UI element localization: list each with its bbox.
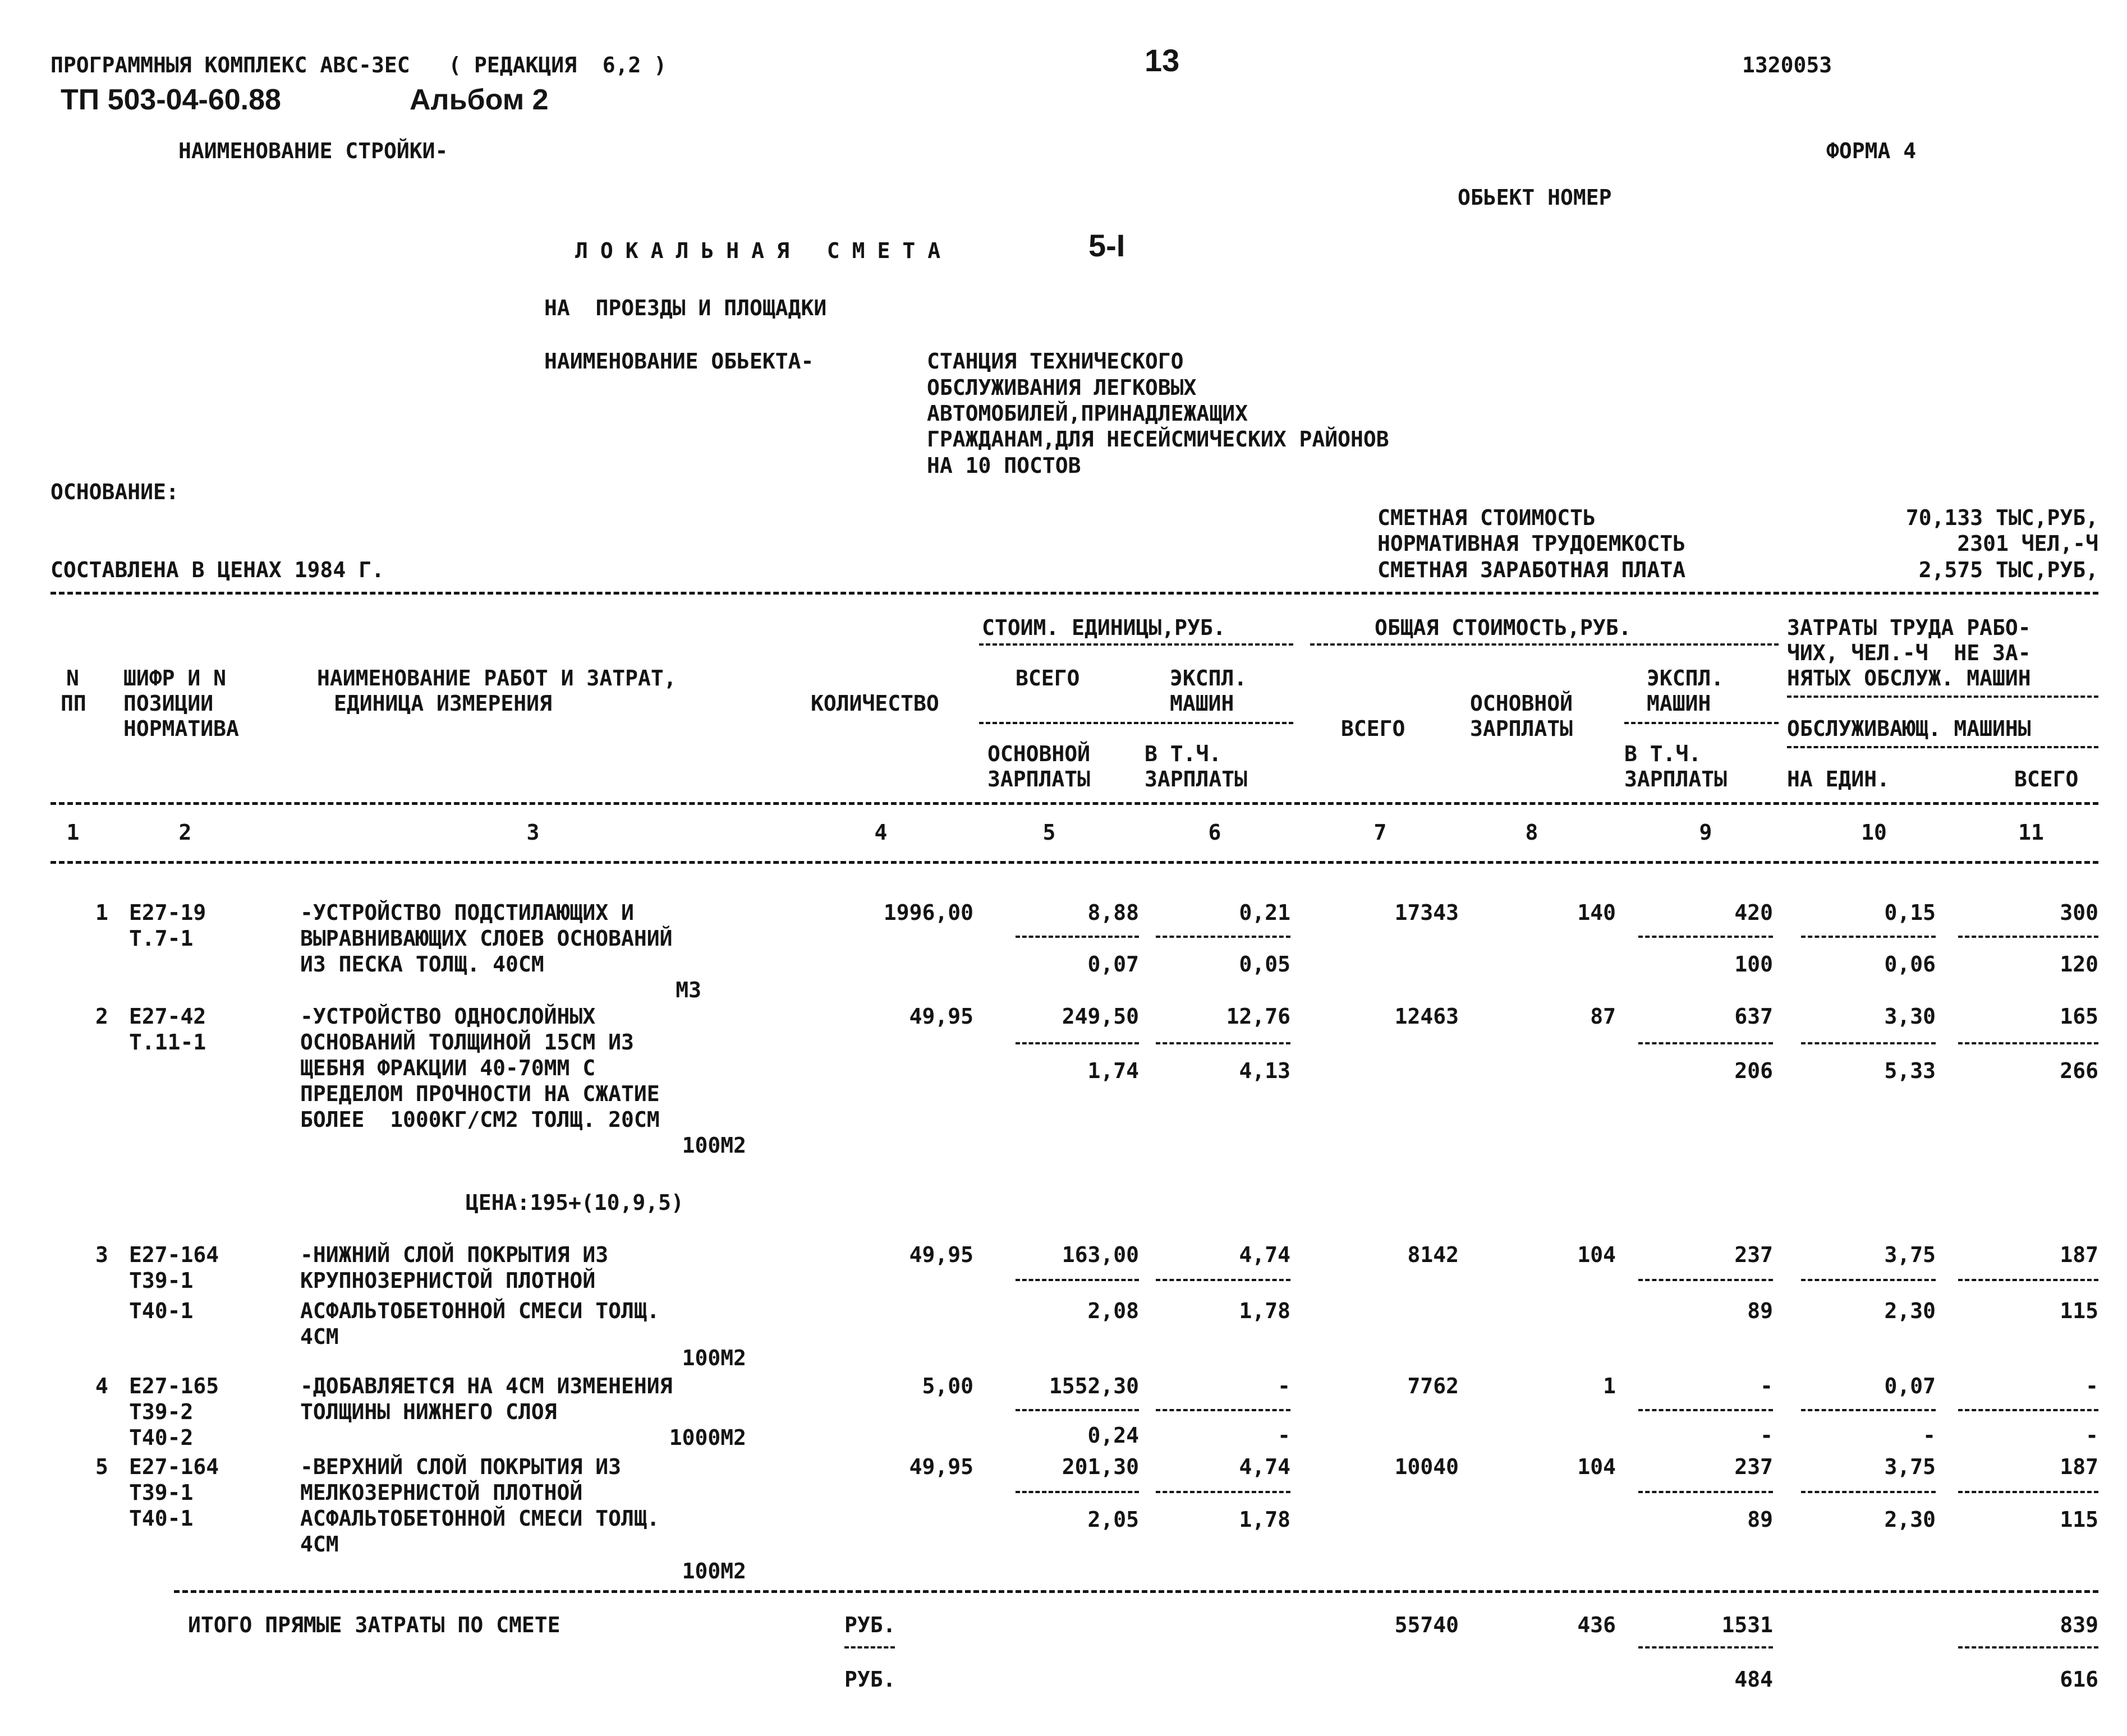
unit-wage: 0,07 — [1087, 952, 1139, 977]
cell-rule — [1638, 1646, 1773, 1648]
header-rule — [1624, 722, 1779, 724]
object-number-label: ОБЬЕКТ НОМЕР — [1458, 185, 1612, 210]
object-name-line: СТАНЦИЯ ТЕХНИЧЕСКОГО — [927, 349, 1184, 374]
labor-total: 187 — [2060, 1454, 2098, 1479]
total-machines: 637 — [1734, 1004, 1773, 1029]
total-labor-sum: 839 — [2060, 1613, 2098, 1637]
row-number: 1 — [95, 900, 108, 925]
unit-wage-header: ОСНОВНОЙ — [987, 742, 1091, 766]
norm-code: Е27-164 — [129, 1242, 219, 1267]
prices-basis: СОСТАВЛЕНА В ЦЕНАХ 1984 Г. — [50, 558, 384, 582]
work-name: -ДОБАВЛЯЕТСЯ НА 4СМ ИЗМЕНЕНИЯ — [300, 1374, 673, 1398]
work-name: ВЫРАВНИВАЮЩИХ СЛОЕВ ОСНОВАНИЙ — [300, 926, 673, 951]
col-code-header: ШИФР И N — [123, 666, 227, 690]
total-machines: - — [1760, 1374, 1773, 1398]
unit-wage: 0,24 — [1087, 1423, 1139, 1448]
quantity: 5,00 — [922, 1374, 973, 1398]
work-name: -НИЖНИЙ СЛОЙ ПОКРЫТИЯ ИЗ — [300, 1242, 609, 1267]
norm-code: Т.11-1 — [129, 1030, 206, 1055]
unit-cost-machines: - — [1278, 1374, 1290, 1398]
norm-code: Т40-1 — [129, 1506, 194, 1531]
labor-service-total: 120 — [2060, 952, 2098, 977]
row-number: 3 — [95, 1242, 108, 1267]
total-all-header: ВСЕГО — [1341, 716, 1405, 741]
total-wage-header: ЗАРПЛАТЫ — [1470, 716, 1573, 741]
object-name-line: НА 10 ПОСТОВ — [927, 453, 1081, 478]
unit-of-measure: 100М2 — [682, 1133, 746, 1158]
unit-cost-total: 249,50 — [1062, 1004, 1139, 1029]
norm-code: Е27-19 — [129, 900, 206, 925]
object-name-line: АВТОМОБИЛЕЙ,ПРИНАДЛЕЖАЩИХ — [927, 401, 1248, 426]
cell-rule — [1958, 1491, 2098, 1493]
total-machines-wage: - — [1760, 1423, 1773, 1448]
quantity: 49,95 — [909, 1454, 973, 1479]
labor-service-total: 266 — [2060, 1058, 2098, 1083]
total-cost: 10040 — [1394, 1454, 1459, 1479]
unit-machines-wage: 1,78 — [1239, 1298, 1290, 1323]
row-number: 5 — [95, 1454, 108, 1479]
cell-rule — [1016, 1409, 1139, 1411]
unit-incl-header: ЗАРПЛАТЫ — [1145, 767, 1248, 791]
album-label: Альбом 2 — [410, 84, 549, 116]
total-machines-wage: 89 — [1747, 1507, 1773, 1532]
labor-total-header: ВСЕГО — [2014, 767, 2079, 791]
total-cost: 12463 — [1394, 1004, 1459, 1029]
work-name: АСФАЛЬТОБЕТОННОЙ СМЕСИ ТОЛЩ. — [300, 1298, 660, 1323]
col-code-header: ПОЗИЦИИ — [123, 691, 214, 716]
work-name: ТОЛЩИНЫ НИЖНЕГО СЛОЯ — [300, 1399, 557, 1424]
norm-code: Т39-1 — [129, 1480, 194, 1505]
col-number: 2 — [178, 820, 192, 845]
work-name: -ВЕРХНИЙ СЛОЙ ПОКРЫТИЯ ИЗ — [300, 1454, 621, 1479]
total-wage: 104 — [1577, 1242, 1616, 1267]
unit-machines-wage: - — [1278, 1423, 1290, 1448]
total-machines-wage: 100 — [1734, 952, 1773, 977]
summary-value: 2,575 ТЫС,РУБ, — [1918, 558, 2098, 582]
work-name: БОЛЕЕ 1000КГ/СМ2 ТОЛЩ. 20СМ — [300, 1107, 660, 1132]
col-number: 6 — [1208, 820, 1221, 845]
total-wage-sum: 436 — [1577, 1613, 1616, 1637]
norm-code: Е27-165 — [129, 1374, 219, 1398]
work-name: АСФАЛЬТОБЕТОННОЙ СМЕСИ ТОЛЩ. — [300, 1506, 660, 1531]
total-wage: 1 — [1603, 1374, 1616, 1398]
price-note: ЦЕНА:195+(10,9,5) — [466, 1190, 684, 1215]
total-machines: 420 — [1734, 900, 1773, 925]
header-bottom-rule — [50, 802, 2098, 805]
cell-rule — [1156, 936, 1290, 938]
norm-code: Т40-2 — [129, 1425, 194, 1450]
cell-rule — [1801, 936, 1936, 938]
labor-per-unit: 0,07 — [1884, 1374, 1936, 1398]
form-label: ФОРМА 4 — [1826, 139, 1917, 163]
work-name: 4СМ — [300, 1532, 339, 1557]
unit-mach-header: ЭКСПЛ. — [1170, 666, 1247, 690]
total-machines-wage-sum: 484 — [1734, 1667, 1773, 1692]
cell-rule — [1958, 1409, 2098, 1411]
total-incl-header: ЗАРПЛАТЫ — [1624, 767, 1728, 791]
unit-of-measure: М3 — [676, 978, 701, 1002]
unit-machines-wage: 0,05 — [1239, 952, 1290, 977]
col-name-header: НАИМЕНОВАНИЕ РАБОТ И ЗАТРАТ, — [317, 666, 677, 690]
work-name: -УСТРОЙСТВО ПОДСТИЛАЮЩИХ И — [300, 900, 634, 925]
unit-cost-machines: 0,21 — [1239, 900, 1290, 925]
unit-of-measure: 100М2 — [682, 1346, 746, 1370]
col-name-header: ЕДИНИЦА ИЗМЕРЕНИЯ — [334, 691, 552, 716]
unit-cost-total: 1552,30 — [1049, 1374, 1139, 1398]
labor-unit-header: НА ЕДИН. — [1787, 767, 1890, 791]
unit-cost-header: СТОИМ. ЕДИНИЦЫ,РУБ. — [982, 615, 1226, 640]
norm-code: Т39-1 — [129, 1268, 194, 1293]
header-rule — [979, 643, 1293, 646]
unit-cost-total: 201,30 — [1062, 1454, 1139, 1479]
cell-rule — [1016, 1042, 1139, 1044]
labor-service-total: - — [2085, 1423, 2098, 1448]
cell-rule — [1016, 1279, 1139, 1281]
unit-wage: 2,08 — [1087, 1298, 1139, 1323]
col-qty-header: КОЛИЧЕСТВО — [811, 691, 939, 716]
cell-rule — [1958, 1646, 2098, 1648]
cell-rule — [1156, 1042, 1290, 1044]
work-name: ЩЕБНЯ ФРАКЦИИ 40-70ММ С — [300, 1056, 596, 1080]
labor-per-unit: 3,75 — [1884, 1454, 1936, 1479]
col-number: 5 — [1042, 820, 1056, 845]
document-title: ЛОКАЛЬНАЯ СМЕТА — [575, 238, 953, 263]
summary-label: СМЕТНАЯ ЗАРАБОТНАЯ ПЛАТА — [1377, 558, 1686, 582]
cell-rule — [1958, 1042, 2098, 1044]
unit-incl-header: В Т.Ч. — [1145, 742, 1222, 766]
estimate-number: 5-I — [1088, 228, 1125, 263]
cell-rule — [1801, 1409, 1936, 1411]
total-cost: 8142 — [1407, 1242, 1459, 1267]
cell-rule — [1016, 936, 1139, 938]
summary-label: СМЕТНАЯ СТОИМОСТЬ — [1377, 505, 1596, 530]
labor-service-unit: 2,30 — [1884, 1507, 1936, 1532]
cell-rule — [1801, 1491, 1936, 1493]
summary-value: 2301 ЧЕЛ,-Ч — [1957, 531, 2098, 556]
labor-service-unit: 2,30 — [1884, 1298, 1936, 1323]
summary-value: 70,133 ТЫС,РУБ, — [1905, 505, 2098, 530]
cell-rule — [1638, 1042, 1773, 1044]
labor-per-unit: 0,15 — [1884, 900, 1936, 925]
quantity: 49,95 — [909, 1242, 973, 1267]
cell-rule — [1156, 1491, 1290, 1493]
total-incl-header: В Т.Ч. — [1624, 742, 1702, 766]
unit-wage: 2,05 — [1087, 1507, 1139, 1532]
unit-machines-wage: 4,13 — [1239, 1058, 1290, 1083]
col-number: 10 — [1861, 820, 1887, 845]
col-number: 8 — [1525, 820, 1538, 845]
labor-service-unit: 5,33 — [1884, 1058, 1936, 1083]
cell-rule — [1156, 1409, 1290, 1411]
quantity: 49,95 — [909, 1004, 973, 1029]
summary-label: НОРМАТИВНАЯ ТРУДОЕМКОСТЬ — [1377, 531, 1686, 556]
col-number: 1 — [66, 820, 80, 845]
page-number: 13 — [1145, 43, 1180, 78]
labor-service-unit: 0,06 — [1884, 952, 1936, 977]
object-name-line: ГРАЖДАНАМ,ДЛЯ НЕСЕЙСМИЧЕСКИХ РАЙОНОВ — [927, 427, 1389, 452]
unit-wage-header: ЗАРПЛАТЫ — [987, 767, 1091, 791]
total-machines-wage: 89 — [1747, 1298, 1773, 1323]
work-name: ОСНОВАНИЙ ТОЛЩИНОЙ 15СМ ИЗ — [300, 1030, 634, 1055]
total-unit: РУБ. — [844, 1667, 896, 1692]
object-name-line: ОБСЛУЖИВАНИЯ ЛЕГКОВЫХ — [927, 375, 1197, 400]
object-name-label: НАИМЕНОВАНИЕ ОБЬЕКТА- — [544, 349, 814, 374]
unit-total-header: ВСЕГО — [1016, 666, 1080, 690]
labor-header: НЯТЫХ ОБСЛУЖ. МАШИН — [1787, 666, 2031, 690]
cell-rule — [1638, 936, 1773, 938]
cell-rule — [1801, 1279, 1936, 1281]
total-machines: 237 — [1734, 1242, 1773, 1267]
total-label: ИТОГО ПРЯМЫЕ ЗАТРАТЫ ПО СМЕТЕ — [188, 1613, 561, 1637]
labor-service-total: 115 — [2060, 1507, 2098, 1532]
total-wage: 140 — [1577, 900, 1616, 925]
unit-cost-total: 163,00 — [1062, 1242, 1139, 1267]
labor-service-total: 115 — [2060, 1298, 2098, 1323]
work-name: 4СМ — [300, 1324, 339, 1349]
table-top-rule — [50, 592, 2098, 595]
norm-code: Т.7-1 — [129, 926, 194, 951]
col-num-header: ПП — [61, 691, 86, 716]
col-num-header: N — [66, 666, 79, 690]
labor-service-unit: - — [1923, 1423, 1936, 1448]
header-rule — [1787, 696, 2098, 698]
labor-total: 187 — [2060, 1242, 2098, 1267]
labor-total: 165 — [2060, 1004, 2098, 1029]
construction-name-label: НАИМЕНОВАНИЕ СТРОЙКИ- — [178, 139, 448, 163]
header-rule — [1787, 746, 2098, 748]
labor-header: ЗАТРАТЫ ТРУДА РАБО- — [1787, 615, 2031, 640]
unit-cost-machines: 4,74 — [1239, 1454, 1290, 1479]
total-cost-header: ОБЩАЯ СТОИМОСТЬ,РУБ. — [1375, 615, 1632, 640]
col-number: 11 — [2018, 820, 2044, 845]
unit-cost-total: 8,88 — [1087, 900, 1139, 925]
cell-rule — [1958, 936, 2098, 938]
labor-service-header: ОБСЛУЖИВАЮЩ. МАШИНЫ — [1787, 716, 2031, 741]
total-cost: 7762 — [1407, 1374, 1459, 1398]
header-rule — [1310, 643, 1779, 646]
total-machines-wage: 206 — [1734, 1058, 1773, 1083]
total-cost: 17343 — [1394, 900, 1459, 925]
row-number: 2 — [95, 1004, 108, 1029]
norm-code: Т40-1 — [129, 1298, 194, 1323]
work-name: ИЗ ПЕСКА ТОЛЩ. 40СМ — [300, 952, 544, 977]
total-wage: 104 — [1577, 1454, 1616, 1479]
total-machines: 237 — [1734, 1454, 1773, 1479]
total-mach-header: ЭКСПЛ. — [1647, 666, 1724, 690]
total-labor-service-sum: 616 — [2060, 1667, 2098, 1692]
header-rule — [979, 722, 1293, 724]
work-name: -УСТРОЙСТВО ОДНОСЛОЙНЫХ — [300, 1004, 596, 1029]
unit-of-measure: 100М2 — [682, 1559, 746, 1583]
unit-wage: 1,74 — [1087, 1058, 1139, 1083]
cell-rule — [1016, 1491, 1139, 1493]
cell-rule — [1638, 1279, 1773, 1281]
total-cost-sum: 55740 — [1394, 1613, 1459, 1637]
cell-rule — [1638, 1491, 1773, 1493]
cell-rule — [844, 1646, 895, 1648]
unit-cost-machines: 12,76 — [1226, 1004, 1290, 1029]
row-number: 4 — [95, 1374, 108, 1398]
col-number: 7 — [1373, 820, 1387, 845]
program-name: ПРОГРАММНЫЯ КОМПЛЕКС АВС-ЗЕС ( РЕДАКЦИЯ 6,2 ) — [50, 53, 667, 77]
labor-per-unit: 3,75 — [1884, 1242, 1936, 1267]
total-machines-sum: 1531 — [1721, 1613, 1773, 1637]
cell-rule — [1958, 1279, 2098, 1281]
cell-rule — [1156, 1279, 1290, 1281]
estimate-subject: НА ПРОЕЗДЫ И ПЛОЩАДКИ — [544, 296, 827, 320]
norm-code: Т39-2 — [129, 1399, 194, 1424]
col-numbers-rule — [50, 861, 2098, 864]
project-code: ТП 503-04-60.88 — [61, 84, 281, 116]
norm-code: Е27-42 — [129, 1004, 206, 1029]
work-name: МЕЛКОЗЕРНИСТОЙ ПЛОТНОЙ — [300, 1480, 583, 1505]
total-mach-header: МАШИН — [1647, 691, 1711, 716]
cell-rule — [1801, 1042, 1936, 1044]
labor-total: - — [2085, 1374, 2098, 1398]
unit-cost-machines: 4,74 — [1239, 1242, 1290, 1267]
unit-of-measure: 1000М2 — [669, 1425, 746, 1450]
unit-mach-header: МАШИН — [1170, 691, 1234, 716]
total-unit: РУБ. — [844, 1613, 896, 1637]
total-wage: 87 — [1590, 1004, 1616, 1029]
col-number: 4 — [874, 820, 888, 845]
labor-header: ЧИХ, ЧЕЛ.-Ч НЕ ЗА- — [1787, 641, 2031, 665]
work-name: КРУПНОЗЕРНИСТОЙ ПЛОТНОЙ — [300, 1268, 596, 1293]
work-name: ПРЕДЕЛОМ ПРОЧНОСТИ НА СЖАТИЕ — [300, 1081, 660, 1106]
col-code-header: НОРМАТИВА — [123, 716, 239, 741]
unit-machines-wage: 1,78 — [1239, 1507, 1290, 1532]
quantity: 1996,00 — [883, 900, 973, 925]
norm-code: Е27-164 — [129, 1454, 219, 1479]
document-code: 1320053 — [1742, 53, 1832, 77]
labor-per-unit: 3,30 — [1884, 1004, 1936, 1029]
basis-label: ОСНОВАНИЕ: — [50, 480, 179, 504]
col-number: 9 — [1699, 820, 1712, 845]
cell-rule — [1638, 1409, 1773, 1411]
totals-top-rule — [174, 1590, 2098, 1593]
labor-total: 300 — [2060, 900, 2098, 925]
total-wage-header: ОСНОВНОЙ — [1470, 691, 1573, 716]
col-number: 3 — [526, 820, 540, 845]
